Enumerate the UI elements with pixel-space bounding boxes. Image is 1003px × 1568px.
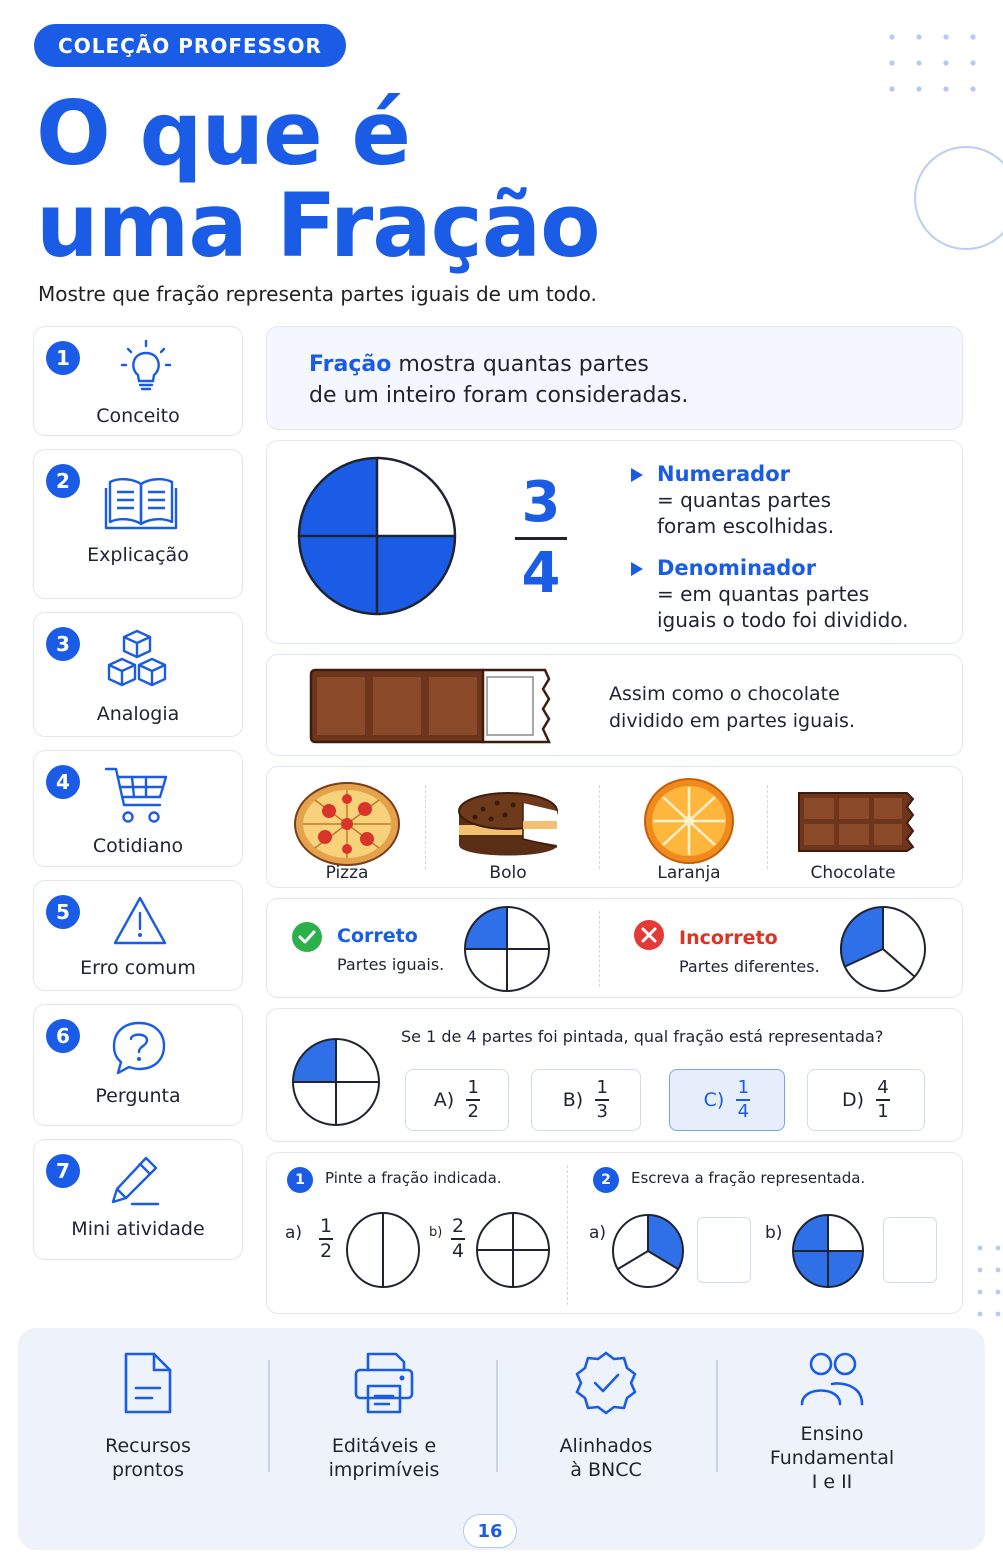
- step-label: Analogia: [96, 703, 180, 725]
- numerator-definition: Numerador = quantas partes foram escolhidas.: [657, 462, 835, 538]
- task-1-text: Pinte a fração indicada.: [325, 1169, 502, 1187]
- answer-box[interactable]: [697, 1217, 751, 1283]
- analogy-text: Assim como o chocolate dividido em partes iguais.: [609, 683, 855, 732]
- concept-text: Fração mostra quantas partes de um inteiro foram consideradas.: [309, 352, 689, 408]
- step-common-mistake[interactable]: [33, 880, 243, 991]
- incorrect-title: Incorreto: [679, 927, 778, 949]
- step-number: 4: [46, 765, 80, 799]
- step-label: Pergunta: [95, 1085, 181, 1107]
- feature-bncc: Alinhados à BNCC: [496, 1350, 716, 1482]
- step-everyday[interactable]: [33, 750, 243, 867]
- fraction-1-2: 1 2: [319, 1215, 333, 1262]
- step-number: 1: [46, 341, 80, 375]
- option-a[interactable]: A) $\frac{1}{2}$: [405, 1069, 509, 1131]
- step-explanation[interactable]: [33, 449, 243, 599]
- equal-parts-circle: [463, 905, 551, 993]
- step-question[interactable]: [33, 1004, 243, 1126]
- concept-card: [266, 326, 963, 430]
- arrow-right-icon: [629, 467, 645, 483]
- users-icon: [799, 1350, 865, 1410]
- denominator-definition: Denominador = em quantas partes iguais o todo foi dividido.: [657, 556, 909, 632]
- question-icon: [110, 1019, 168, 1077]
- badge-check-icon: [574, 1350, 638, 1416]
- mini-activity-card: [266, 1152, 963, 1314]
- everyday-card: [266, 766, 963, 888]
- feature-ready-resources: Recursos prontos: [38, 1350, 258, 1482]
- cross-icon: [633, 919, 665, 951]
- chocolate-bar-icon: [309, 667, 551, 745]
- half-circle-empty[interactable]: [345, 1211, 421, 1289]
- chocolate-icon: [797, 791, 915, 853]
- analogy-card: [266, 654, 963, 756]
- unequal-parts-circle: [839, 905, 927, 993]
- collection-badge: COLEÇÃO PROFESSOR: [34, 24, 346, 67]
- step-label: Explicação: [87, 544, 189, 566]
- three-quarters-circle: [791, 1213, 865, 1289]
- option-c[interactable]: C) $\frac{1}{4}$: [669, 1069, 785, 1131]
- quarter-circle: [291, 1037, 381, 1127]
- document-icon: [120, 1350, 176, 1416]
- item-b-label: b): [429, 1225, 443, 1240]
- check-icon: [291, 921, 323, 953]
- fraction-circle-3-4: [297, 456, 457, 616]
- feature-editable: Editáveis e imprimíveis: [274, 1350, 494, 1482]
- cake-label: Bolo: [489, 863, 527, 883]
- step-label: Conceito: [96, 405, 180, 427]
- quarters-circle-empty[interactable]: [475, 1211, 551, 1289]
- explanation-card: [266, 440, 963, 644]
- book-icon: [104, 474, 178, 532]
- arrow-right-icon: [629, 561, 645, 577]
- cubes-icon: [104, 627, 170, 693]
- item-a-label: a): [285, 1223, 303, 1243]
- item-b-label: b): [765, 1223, 783, 1243]
- correct-text: Partes iguais.: [337, 955, 445, 974]
- pencil-icon: [108, 1154, 162, 1208]
- answer-box[interactable]: [883, 1217, 937, 1283]
- step-number: 2: [46, 464, 80, 498]
- step-number: 5: [46, 895, 80, 929]
- page-title: O que é uma Fração: [36, 82, 600, 277]
- option-d[interactable]: D) $\frac{4}{1}$: [807, 1069, 925, 1131]
- fraction-2-4: 2 4: [451, 1215, 465, 1262]
- step-label: Cotidiano: [92, 835, 184, 857]
- page-subtitle: Mostre que fração representa partes iguais de um todo.: [38, 282, 597, 306]
- page-number: 16: [463, 1514, 517, 1548]
- cart-icon: [104, 765, 170, 827]
- lightbulb-icon: [118, 339, 174, 395]
- cake-icon: [453, 781, 563, 867]
- step-number: 6: [46, 1019, 80, 1053]
- incorrect-text: Partes diferentes.: [679, 957, 820, 976]
- decorative-dots: [886, 30, 986, 100]
- fraction-3-4: 3 4: [515, 475, 567, 602]
- decorative-dots: [972, 1240, 1003, 1330]
- step-mini-activity[interactable]: [33, 1139, 243, 1260]
- question-card: [266, 1008, 963, 1142]
- correct-title: Correto: [337, 925, 418, 947]
- step-number: 7: [46, 1154, 80, 1188]
- orange-label: Laranja: [657, 863, 721, 883]
- task-2-text: Escreva a fração representada.: [631, 1169, 866, 1187]
- orange-icon: [643, 777, 735, 865]
- decorative-circle: [914, 146, 1003, 250]
- step-label: Mini atividade: [71, 1218, 205, 1240]
- thirds-circle: [611, 1213, 685, 1289]
- pizza-label: Pizza: [325, 863, 369, 883]
- task-number: 2: [593, 1167, 619, 1193]
- step-label: Erro comum: [80, 957, 196, 979]
- warning-icon: [112, 895, 168, 947]
- option-b[interactable]: B) $\frac{1}{3}$: [531, 1069, 641, 1131]
- step-number: 3: [46, 627, 80, 661]
- chocolate-label: Chocolate: [810, 863, 896, 883]
- pizza-icon: [293, 779, 401, 867]
- step-concept[interactable]: [33, 326, 243, 436]
- printer-icon: [352, 1350, 416, 1416]
- task-number: 1: [287, 1167, 313, 1193]
- feature-education-levels: Ensino Fundamental I e II: [722, 1350, 942, 1494]
- item-a-label: a): [589, 1223, 607, 1243]
- step-analogy[interactable]: [33, 612, 243, 737]
- question-text: Se 1 de 4 partes foi pintada, qual fração está representada?: [401, 1027, 884, 1046]
- common-mistake-card: [266, 898, 963, 998]
